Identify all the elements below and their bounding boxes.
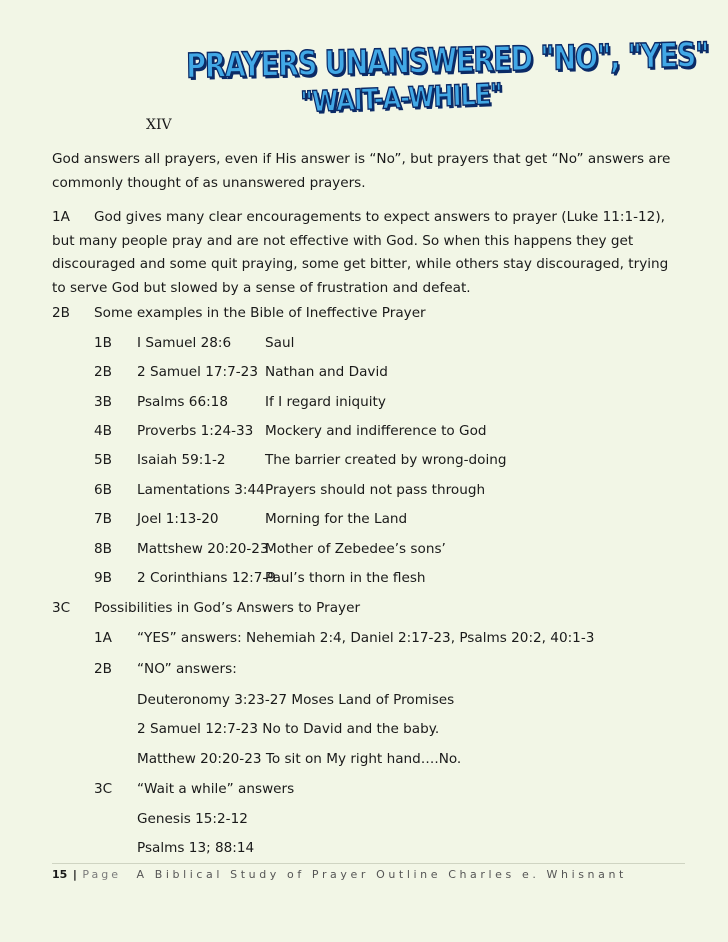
item-reference: Isaiah 59:1-2 — [137, 452, 226, 468]
item-description: Paul’s thorn in the flesh — [265, 570, 426, 586]
scripture-line: Psalms 13; 88:14 — [137, 840, 255, 856]
item-description: Mother of Zebedee’s sons’ — [265, 541, 446, 557]
footer-separator: | — [72, 868, 77, 881]
section-3c-label: 3C — [52, 600, 71, 616]
item-label: 7B — [94, 511, 112, 527]
section-2b-heading: Some examples in the Bible of Ineffective Prayer — [94, 305, 426, 321]
footer-divider — [52, 863, 685, 864]
wait-answers-text: “Wait a while” answers — [137, 781, 295, 797]
item-label: 3B — [94, 394, 112, 410]
chapter-number: XIV — [146, 117, 172, 133]
item-label: 1B — [94, 335, 112, 351]
section-1a-text: God gives many clear encouragements to expect answers to prayer (Luke 11:1-12), but many people pray and are not effective with God. So when this happens they get discouraged and some quit praying, some get bitter, while others stay discouraged, trying to serve God but slowed by a sense of frustration and defeat. — [52, 209, 669, 296]
yes-answers-text: “YES” answers: Nehemiah 2:4, Daniel 2:17-23, Psalms 20:2, 40:1-3 — [137, 630, 595, 646]
item-reference: I Samuel 28:6 — [137, 335, 232, 351]
item-reference: 2 Corinthians 12:7-9 — [137, 570, 276, 586]
item-label: 5B — [94, 452, 112, 468]
item-description: Prayers should not pass through — [265, 482, 486, 498]
scripture-line: 2 Samuel 12:7-23 No to David and the baby. — [137, 721, 440, 737]
item-description: Saul — [265, 335, 295, 351]
section-3c-heading: Possibilities in God’s Answers to Prayer — [94, 600, 361, 616]
item-reference: Psalms 66:18 — [137, 394, 228, 410]
wordart-title-line1: PRAYERS UNANSWERED "NO", "YES" — [185, 36, 709, 87]
section-1a-label: 1A — [52, 209, 70, 225]
yes-answers-label: 1A — [94, 630, 112, 646]
page-word: Page — [82, 868, 121, 881]
item-description: Mockery and indifference to God — [265, 423, 487, 439]
item-reference: Mattshew 20:20-23 — [137, 541, 269, 557]
scripture-line: Deuteronomy 3:23-27 Moses Land of Promises — [137, 692, 455, 708]
item-description: Morning for the Land — [265, 511, 408, 527]
page-number: 15 — [52, 868, 68, 881]
item-description: Nathan and David — [265, 364, 388, 380]
no-answers-text: “NO” answers: — [137, 661, 237, 677]
item-description: If I regard iniquity — [265, 394, 386, 410]
item-reference: Proverbs 1:24-33 — [137, 423, 254, 439]
item-label: 6B — [94, 482, 112, 498]
item-reference: 2 Samuel 17:7-23 — [137, 364, 258, 380]
intro-paragraph: God answers all prayers, even if His answer is “No”, but prayers that get “No” answers are commonly thought of as unanswered prayers. — [52, 151, 671, 191]
scripture-line: Genesis 15:2-12 — [137, 811, 248, 827]
wordart-title-line2: "WAIT-A-WHILE" — [299, 77, 503, 120]
section-1a-paragraph — [52, 206, 682, 300]
item-label: 2B — [94, 364, 112, 380]
item-reference: Joel 1:13-20 — [137, 511, 219, 527]
section-2b-label: 2B — [52, 305, 70, 321]
footer-title: A Biblical Study of Prayer Outline Charles e. Whisnant — [136, 868, 627, 881]
item-reference: Lamentations 3:44 — [137, 482, 265, 498]
wait-answers-label: 3C — [94, 781, 113, 797]
scripture-line: Matthew 20:20-23 To sit on My right hand….No. — [137, 751, 462, 767]
item-label: 9B — [94, 570, 112, 586]
page-footer — [52, 868, 627, 881]
item-label: 8B — [94, 541, 112, 557]
item-label: 4B — [94, 423, 112, 439]
no-answers-label: 2B — [94, 661, 112, 677]
item-description: The barrier created by wrong-doing — [265, 452, 507, 468]
